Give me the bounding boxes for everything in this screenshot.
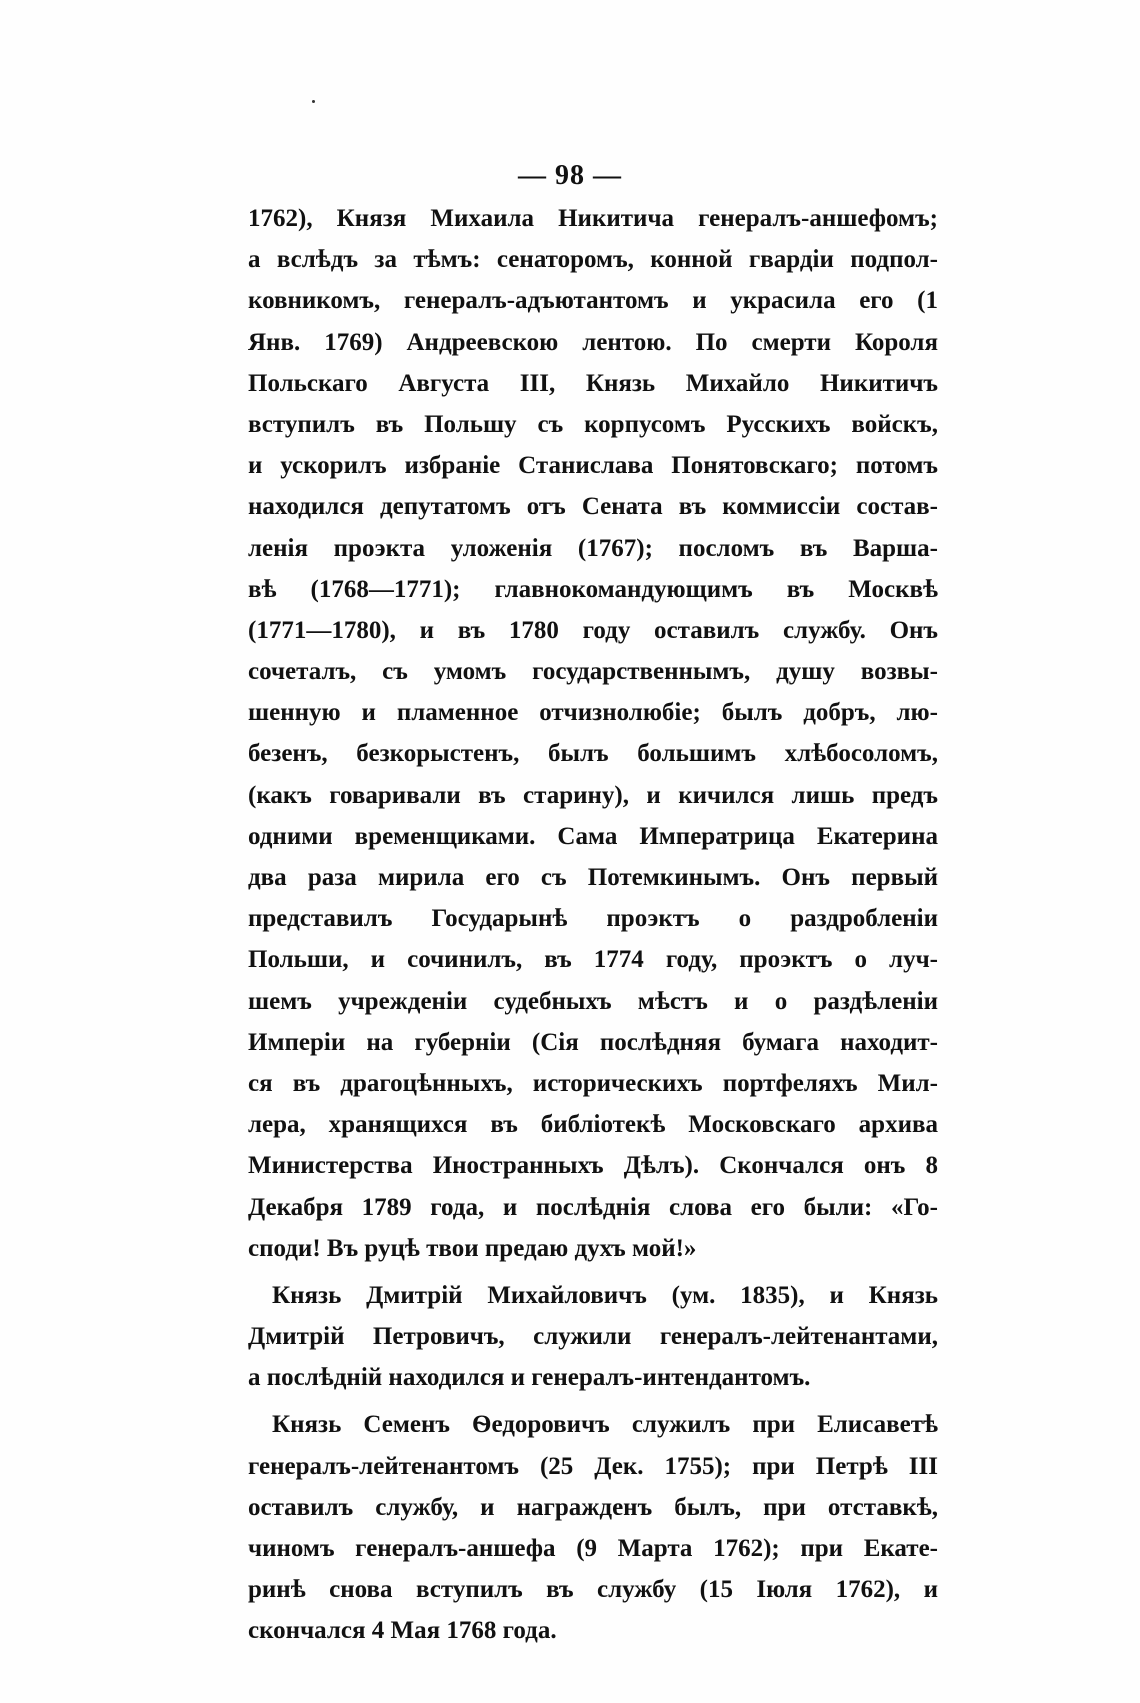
text-line: Дмитрій Петровичъ, служили генералъ-лейтенантами, <box>248 1323 938 1351</box>
text-line: чиномъ генералъ-аншефа (9 Марта 1762); при Екате- <box>248 1535 938 1562</box>
text-line: ринѣ снова вступилъ въ службу (15 Іюля 1762), и <box>248 1576 938 1604</box>
page-number: — 98 — <box>518 160 622 191</box>
text-line: Польши, и сочинилъ, въ 1774 году, проэктъ о луч- <box>248 946 938 974</box>
text-line: представилъ Государынѣ проэктъ о раздробленіи <box>248 905 938 933</box>
body-text <box>248 198 938 1658</box>
text-line: находился депутатомъ отъ Сената въ коммиссіи состав- <box>248 493 938 521</box>
text-line: (1771—1780), и въ 1780 году оставилъ службу. Онъ <box>248 616 938 644</box>
text-line: оставилъ службу, и награжденъ былъ, при отставкѣ, <box>248 1493 938 1521</box>
text-line: скончался 4 Мая 1768 года. <box>248 1617 557 1645</box>
text-line: Янв. 1769) Андреевскою лентою. По смерти Короля <box>248 328 938 356</box>
text-line: Князь Дмитрій Михайловичъ (ум. 1835), и Князь <box>272 1281 938 1309</box>
paragraph-2 <box>248 1275 938 1399</box>
text-line: а послѣдній находился и генералъ-интендантомъ. <box>248 1364 811 1392</box>
text-line: а вслѣдъ за тѣмъ: сенаторомъ, конной гвардіи подпол- <box>248 246 938 274</box>
text-line: одними временщиками. Сама Императрица Екатерина <box>248 822 938 850</box>
text-line: 1762), Князя Михаила Никитича генералъ-аншефомъ; <box>248 205 938 232</box>
text-line: ленія проэкта уложенія (1767); посломъ въ Варша- <box>248 534 938 562</box>
text-line: Министерства Иностранныхъ Дѣлъ). Скончался онъ 8 <box>248 1152 938 1180</box>
text-line: и ускорилъ избраніе Станислава Понятовскаго; потомъ <box>248 452 938 480</box>
text-line: ковникомъ, генералъ-адъютантомъ и украсила его (1 <box>248 287 938 315</box>
paragraph-3 <box>248 1404 938 1651</box>
text-line: вѣ (1768—1771); главнокомандующимъ въ Москвѣ <box>248 575 938 603</box>
paragraph-1 <box>248 198 938 1269</box>
text-line: споди! Въ руцѣ твои предаю духъ мой!» <box>248 1234 697 1262</box>
text-line: Польскаго Августа III, Князь Михайло Никитичъ <box>248 369 938 397</box>
text-line: Имперіи на губерніи (Сія послѣдняя бумага находит- <box>248 1028 938 1056</box>
text-line: генералъ-лейтенантомъ (25 Дек. 1755); при Петрѣ III <box>248 1452 938 1480</box>
text-line: вступилъ въ Польшу съ корпусомъ Русскихъ войскъ, <box>248 410 938 438</box>
text-line: Декабря 1789 года, и послѣднія слова его были: «Го- <box>248 1193 938 1221</box>
scan-speck <box>312 100 315 103</box>
text-line: лера, хранящихся въ библіотекѣ Московскаго архива <box>248 1111 938 1139</box>
text-line: два раза мирила его съ Потемкинымъ. Онъ первый <box>248 864 938 891</box>
text-line: шенную и пламенное отчизнолюбіе; былъ добръ, лю- <box>248 699 938 727</box>
text-line: Князь Семенъ Ѳедоровичъ служилъ при Елисаветѣ <box>272 1411 938 1439</box>
text-line: сочеталъ, съ умомъ государственнымъ, душу возвы- <box>248 658 938 686</box>
text-line: (какъ говаривали въ старину), и кичился лишь предъ <box>248 781 938 809</box>
text-line: ся въ драгоцѣнныхъ, историческихъ портфеляхъ Мил- <box>248 1069 938 1097</box>
text-line: безенъ, безкорыстенъ, былъ большимъ хлѣбосоломъ, <box>248 740 938 768</box>
text-line: шемъ учрежденіи судебныхъ мѣстъ и о раздѣленіи <box>248 987 938 1015</box>
